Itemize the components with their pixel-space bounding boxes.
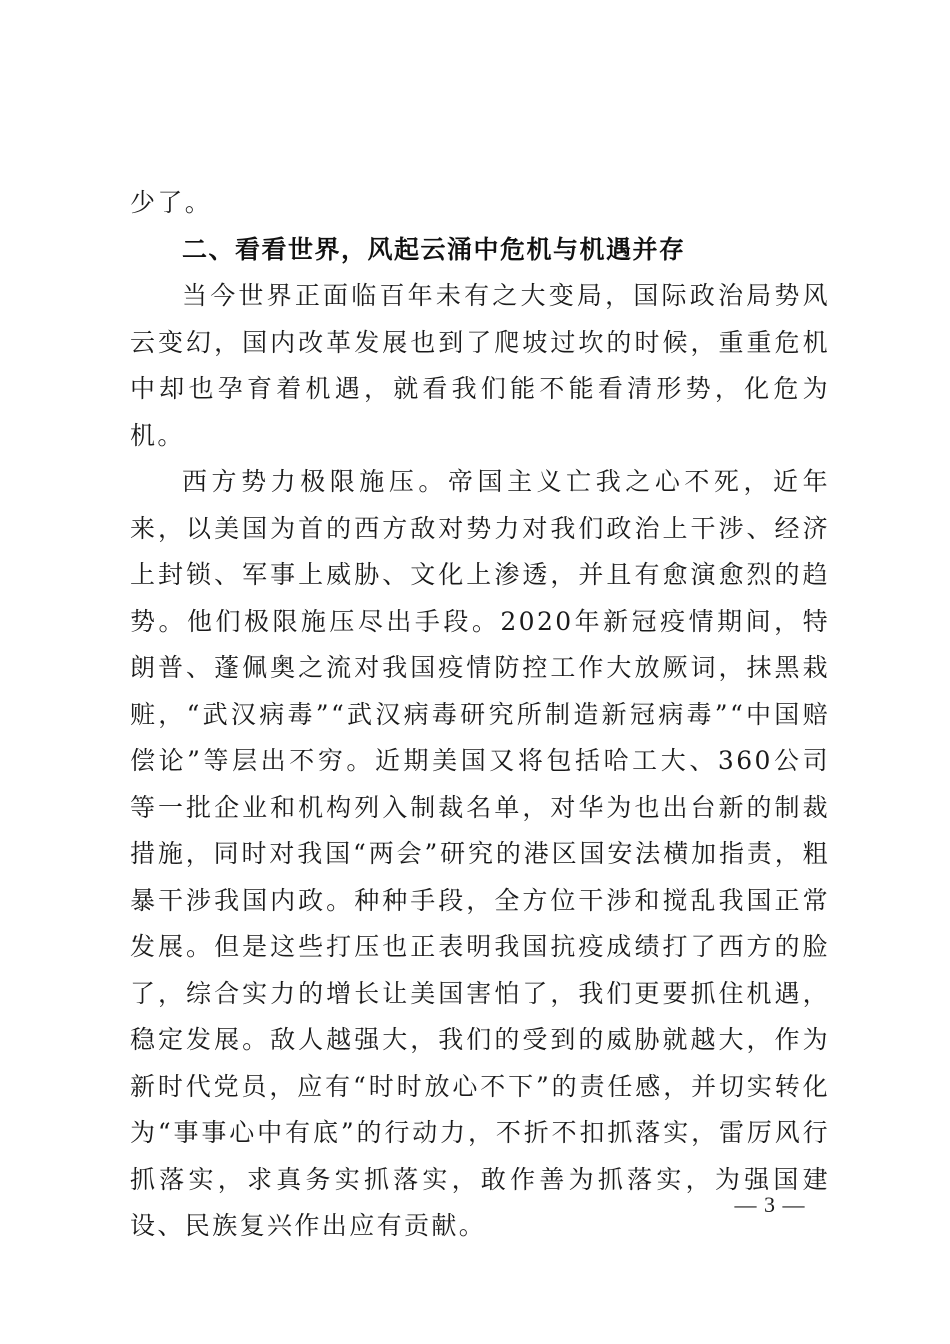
body-paragraph-2: 西方势力极限施压。帝国主义亡我之心不死，近年来，以美国为首的西方敌对势力对我们政治上干涉、经济上封锁、军事上威胁、文化上渗透，并且有愈演愈烈的趋势。他们极限施压尽出手段。2020年新冠疫情期间，特朗普、蓬佩奥之流对我国疫情防控工作大放厥词，抹黑栽赃，“武汉病毒”“武汉病毒研究所制造新冠病毒”“中国赔偿论”等层出不穷。近期美国又将包括哈工大、360公司等一批企业和机构列入制裁名单，对华为也出台新的制裁措施，同时对我国“两会”研究的港区国安法横加指责，粗暴干涉我国内政。种种手段，全方位干涉和搅乱我国正常发展。但是这些打压也正表明我国抗疫成绩打了西方的脸了，综合实力的增长让美国害怕了，我们更要抓住机遇，稳定发展。敌人越强大，我们的受到的威胁就越大，作为新时代党员，应有“时时放心不下”的责任感，并切实转化为“事事心中有底”的行动力，不折不扣抓落实，雷厉风行抓落实，求真务实抓落实，敢作善为抓落实，为强国建设、民族复兴作出应有贡献。 xyxy=(130,467,830,1240)
continued-paragraph: 少了。 xyxy=(130,188,213,217)
page-number: — 3 — xyxy=(734,1192,806,1217)
section-heading: 二、看看世界，风起云涌中危机与机遇并存 xyxy=(182,234,686,264)
body-paragraph-1: 当今世界正面临百年未有之大变局，国际政治局势风云变幻，国内改革发展也到了爬坡过坎的时候，重重危机中却也孕育着机遇，就看我们能不能看清形势，化危为机。 xyxy=(130,281,830,450)
document-body xyxy=(130,180,830,1250)
